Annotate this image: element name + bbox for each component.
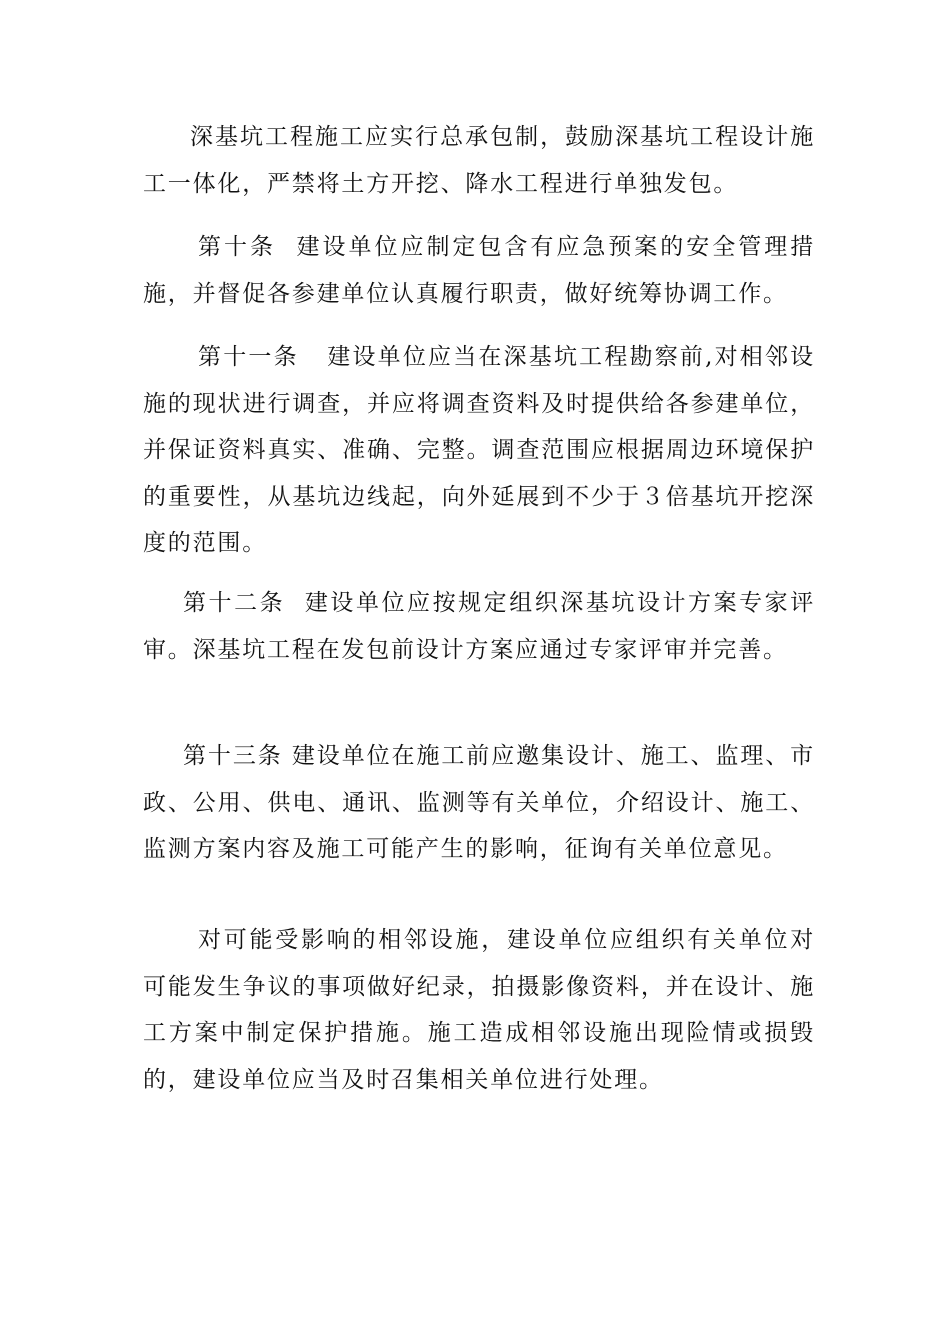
paragraph-article-13: 第十三条 建设单位在施工前应邀集设计、施工、监理、市政、公用、供电、通讯、监测等有关单位，介绍设计、施工、监测方案内容及施工可能产生的影响，征询有关单位意见。	[143, 743, 815, 862]
paragraph-article-12: 第十二条 建设单位应按规定组织深基坑设计方案专家评审。深基坑工程在发包前设计方案应通过专家评审并完善。	[143, 590, 815, 663]
paragraph-adjacent-facilities: 对可能受影响的相邻设施，建设单位应组织有关单位对可能发生争议的事项做好纪录，拍摄影像资料，并在设计、施工方案中制定保护措施。施工造成相邻设施出现险情或损毁的，建设单位应当及时召集相关单位进行处理。	[143, 927, 815, 1093]
paragraph-general-contracting: 深基坑工程施工应实行总承包制，鼓励深基坑工程设计施工一体化，严禁将土方开挖、降水工程进行单独发包。	[143, 124, 815, 197]
paragraph-article-11: 第十一条 建设单位应当在深基坑工程勘察前,对相邻设施的现状进行调查，并应将调查资料及时提供给各参建单位，并保证资料真实、准确、完整。调查范围应根据周边环境保护的重要性，从基坑边线起，向外延展到不少于３倍基坑开挖深度的范围。	[143, 344, 815, 556]
paragraph-article-10: 第十条 建设单位应制定包含有应急预案的安全管理措施，并督促各参建单位认真履行职责，做好统筹协调工作。	[143, 234, 815, 307]
